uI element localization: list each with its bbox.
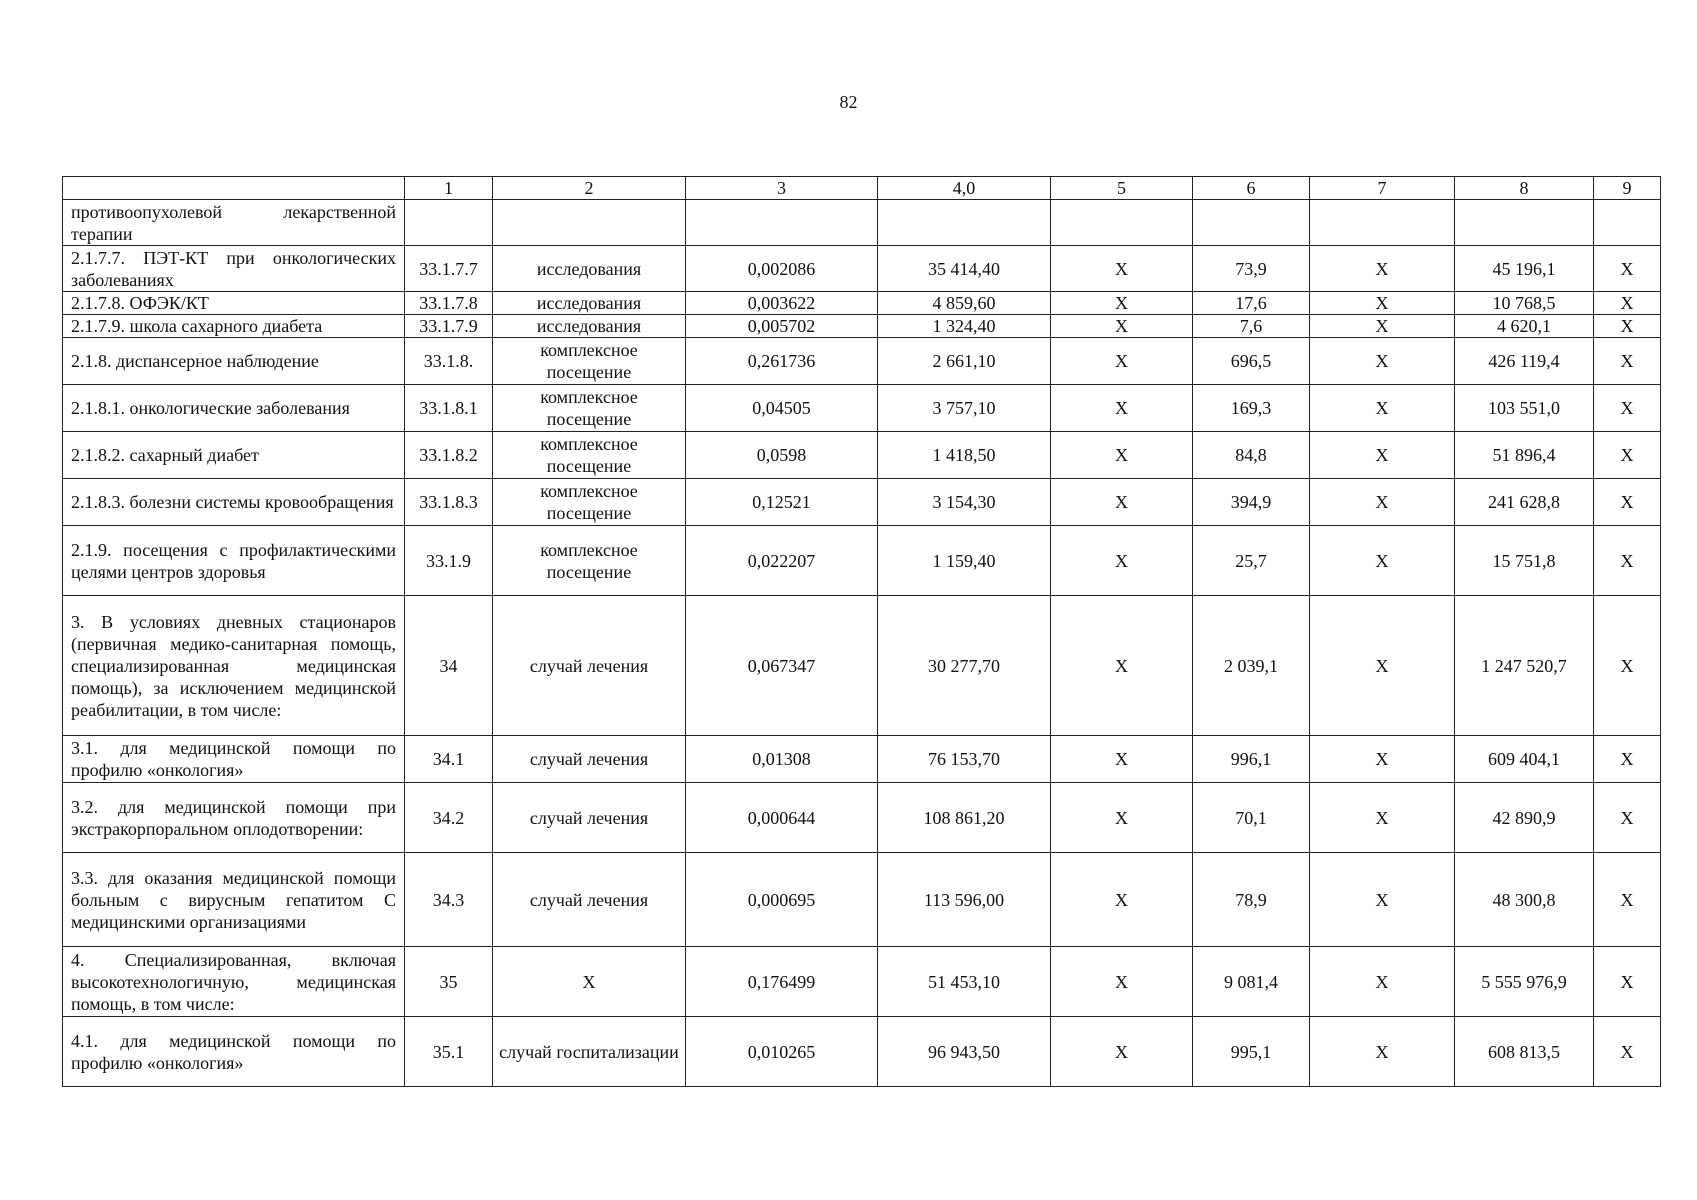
- table-cell: 73,9: [1193, 246, 1310, 292]
- header-cell: 4,0: [878, 177, 1051, 200]
- table-cell: случай лечения: [493, 596, 686, 736]
- table-cell: Х: [1594, 783, 1661, 853]
- table-cell: Х: [1051, 853, 1193, 947]
- table-cell: 1 418,50: [878, 432, 1051, 479]
- header-cell: 9: [1594, 177, 1661, 200]
- table-cell: 78,9: [1193, 853, 1310, 947]
- table-cell: Х: [1310, 1017, 1455, 1087]
- table-cell: [493, 200, 686, 246]
- table-cell: 9 081,4: [1193, 947, 1310, 1017]
- table-cell: Х: [1051, 526, 1193, 596]
- table-row: [63, 246, 1661, 292]
- table-cell: Х: [1310, 596, 1455, 736]
- row-label-cell: 3.2. для медицинской помощи при экстракорпоральном оплодотворении:: [63, 783, 405, 853]
- table-cell: 3 154,30: [878, 479, 1051, 526]
- table-cell: Х: [1594, 292, 1661, 315]
- table-cell: случай лечения: [493, 783, 686, 853]
- row-label-cell: 3.1. для медицинской помощи по профилю «онкология»: [63, 736, 405, 783]
- row-label-cell: 2.1.7.8. ОФЭК/КТ: [63, 292, 405, 315]
- table-cell: [1594, 200, 1661, 246]
- table-cell: 33.1.7.8: [405, 292, 493, 315]
- table-cell: 995,1: [1193, 1017, 1310, 1087]
- table-cell: Х: [1310, 246, 1455, 292]
- table-cell: Х: [1594, 246, 1661, 292]
- table-cell: 0,261736: [686, 338, 878, 385]
- table-cell: 0,04505: [686, 385, 878, 432]
- table-cell: 996,1: [1193, 736, 1310, 783]
- table-cell: 96 943,50: [878, 1017, 1051, 1087]
- table-cell: 0,01308: [686, 736, 878, 783]
- table-cell: 1 247 520,7: [1455, 596, 1594, 736]
- table-cell: случай лечения: [493, 736, 686, 783]
- table-cell: Х: [1051, 385, 1193, 432]
- table-row: [63, 596, 1661, 736]
- row-label-cell: 3. В условиях дневных стационаров (первичная медико-санитарная помощь, специализированная медицинская помощь), за исключением медицинской реабилитации, в том числе:: [63, 596, 405, 736]
- table-cell: комплексное посещение: [493, 385, 686, 432]
- table-cell: Х: [1051, 338, 1193, 385]
- header-cell: 1: [405, 177, 493, 200]
- page-number: 82: [839, 92, 858, 112]
- header-cell: 8: [1455, 177, 1594, 200]
- table-cell: Х: [1594, 947, 1661, 1017]
- header-cell: 5: [1051, 177, 1193, 200]
- table-cell: 103 551,0: [1455, 385, 1594, 432]
- table-cell: 4 620,1: [1455, 315, 1594, 338]
- table-cell: 113 596,00: [878, 853, 1051, 947]
- table-cell: 35.1: [405, 1017, 493, 1087]
- table-cell: Х: [1594, 596, 1661, 736]
- table-cell: Х: [1310, 479, 1455, 526]
- row-label-cell: 4.1. для медицинской помощи по профилю «онкология»: [63, 1017, 405, 1087]
- table-cell: 34.3: [405, 853, 493, 947]
- table-row: [63, 783, 1661, 853]
- table-cell: 4 859,60: [878, 292, 1051, 315]
- table-cell: Х: [1310, 783, 1455, 853]
- table-cell: Х: [1594, 736, 1661, 783]
- table-cell: 84,8: [1193, 432, 1310, 479]
- table-cell: 0,067347: [686, 596, 878, 736]
- table-cell: 76 153,70: [878, 736, 1051, 783]
- table-cell: комплексное посещение: [493, 479, 686, 526]
- table-cell: 45 196,1: [1455, 246, 1594, 292]
- table-cell: 0,12521: [686, 479, 878, 526]
- table-row: [63, 479, 1661, 526]
- table-cell: Х: [1051, 1017, 1193, 1087]
- table-cell: Х: [1051, 315, 1193, 338]
- row-label-cell: 2.1.9. посещения с профилактическими целями центров здоровья: [63, 526, 405, 596]
- table-cell: комплексное посещение: [493, 432, 686, 479]
- table-cell: 1 159,40: [878, 526, 1051, 596]
- table-cell: 2 661,10: [878, 338, 1051, 385]
- table-cell: [878, 200, 1051, 246]
- table-cell: 608 813,5: [1455, 1017, 1594, 1087]
- data-table: [62, 176, 1661, 1087]
- table-cell: [686, 200, 878, 246]
- table-cell: Х: [1310, 853, 1455, 947]
- table-cell: Х: [1051, 246, 1193, 292]
- table-cell: 696,5: [1193, 338, 1310, 385]
- table-cell: Х: [1310, 338, 1455, 385]
- table-row: [63, 853, 1661, 947]
- table-row: [63, 200, 1661, 246]
- table-cell: исследования: [493, 315, 686, 338]
- table-cell: 1 324,40: [878, 315, 1051, 338]
- table-cell: исследования: [493, 246, 686, 292]
- table-row: [63, 315, 1661, 338]
- table-cell: 0,005702: [686, 315, 878, 338]
- table-cell: 34.2: [405, 783, 493, 853]
- table-cell: Х: [1051, 596, 1193, 736]
- table-row: [63, 292, 1661, 315]
- table-cell: 0,022207: [686, 526, 878, 596]
- table-cell: Х: [1051, 947, 1193, 1017]
- table-cell: Х: [1594, 853, 1661, 947]
- table-cell: Х: [1594, 432, 1661, 479]
- table-cell: 108 861,20: [878, 783, 1051, 853]
- header-cell: 3: [686, 177, 878, 200]
- table-cell: Х: [1310, 526, 1455, 596]
- header-cell: 7: [1310, 177, 1455, 200]
- table-cell: Х: [1594, 526, 1661, 596]
- table-row: [63, 432, 1661, 479]
- table-cell: Х: [1051, 736, 1193, 783]
- table-cell: Х: [1051, 432, 1193, 479]
- table-row: [63, 1017, 1661, 1087]
- table-cell: 35 414,40: [878, 246, 1051, 292]
- header-cell: 2: [493, 177, 686, 200]
- table-cell: 33.1.9: [405, 526, 493, 596]
- row-label-cell: 2.1.8. диспансерное наблюдение: [63, 338, 405, 385]
- table-cell: 0,002086: [686, 246, 878, 292]
- table-row: [63, 736, 1661, 783]
- table-cell: Х: [1310, 315, 1455, 338]
- table-cell: Х: [1594, 479, 1661, 526]
- table-cell: Х: [1051, 292, 1193, 315]
- table-cell: Х: [493, 947, 686, 1017]
- table-cell: комплексное посещение: [493, 338, 686, 385]
- table-cell: 33.1.8.2: [405, 432, 493, 479]
- row-label-cell: 2.1.8.2. сахарный диабет: [63, 432, 405, 479]
- table-cell: Х: [1594, 338, 1661, 385]
- table-cell: 51 896,4: [1455, 432, 1594, 479]
- header-cell: [63, 177, 405, 200]
- table-cell: [1193, 200, 1310, 246]
- table-cell: Х: [1051, 783, 1193, 853]
- table-cell: 609 404,1: [1455, 736, 1594, 783]
- table-cell: 33.1.8.: [405, 338, 493, 385]
- table-cell: случай лечения: [493, 853, 686, 947]
- table-cell: 0,010265: [686, 1017, 878, 1087]
- table-cell: 3 757,10: [878, 385, 1051, 432]
- header-cell: 6: [1193, 177, 1310, 200]
- table-cell: 34.1: [405, 736, 493, 783]
- table-cell: 35: [405, 947, 493, 1017]
- table-cell: 33.1.7.9: [405, 315, 493, 338]
- table-cell: 15 751,8: [1455, 526, 1594, 596]
- table-cell: 51 453,10: [878, 947, 1051, 1017]
- table-cell: исследования: [493, 292, 686, 315]
- table-cell: 25,7: [1193, 526, 1310, 596]
- table-cell: 169,3: [1193, 385, 1310, 432]
- table-cell: Х: [1310, 736, 1455, 783]
- table-cell: 0,0598: [686, 432, 878, 479]
- table-cell: 42 890,9: [1455, 783, 1594, 853]
- table-cell: 70,1: [1193, 783, 1310, 853]
- header-row: [63, 177, 1661, 200]
- table-cell: 48 300,8: [1455, 853, 1594, 947]
- row-label-cell: 3.3. для оказания медицинской помощи больным с вирусным гепатитом С медицинскими организациями: [63, 853, 405, 947]
- table-cell: 0,003622: [686, 292, 878, 315]
- table-cell: Х: [1310, 947, 1455, 1017]
- table-cell: Х: [1594, 315, 1661, 338]
- table-cell: Х: [1310, 292, 1455, 315]
- table-cell: Х: [1310, 432, 1455, 479]
- table-row: [63, 526, 1661, 596]
- table-cell: Х: [1051, 479, 1193, 526]
- table-cell: 10 768,5: [1455, 292, 1594, 315]
- table-cell: 33.1.8.1: [405, 385, 493, 432]
- row-label-cell: противоопухолевой лекарственной терапии: [63, 200, 405, 246]
- table-cell: 30 277,70: [878, 596, 1051, 736]
- table-cell: 7,6: [1193, 315, 1310, 338]
- table-cell: 0,000695: [686, 853, 878, 947]
- table-row: [63, 947, 1661, 1017]
- table-cell: [1455, 200, 1594, 246]
- table-cell: [405, 200, 493, 246]
- table-cell: 17,6: [1193, 292, 1310, 315]
- table-cell: Х: [1594, 385, 1661, 432]
- table-cell: 33.1.7.7: [405, 246, 493, 292]
- table-cell: [1310, 200, 1455, 246]
- table-row: [63, 385, 1661, 432]
- table-cell: 5 555 976,9: [1455, 947, 1594, 1017]
- table-cell: 33.1.8.3: [405, 479, 493, 526]
- table-cell: комплексное посещение: [493, 526, 686, 596]
- table-cell: 241 628,8: [1455, 479, 1594, 526]
- table-cell: 426 119,4: [1455, 338, 1594, 385]
- table-cell: 0,000644: [686, 783, 878, 853]
- row-label-cell: 2.1.8.1. онкологические заболевания: [63, 385, 405, 432]
- table-cell: 2 039,1: [1193, 596, 1310, 736]
- row-label-cell: 2.1.7.9. школа сахарного диабета: [63, 315, 405, 338]
- table-cell: 0,176499: [686, 947, 878, 1017]
- table-cell: случай госпитализации: [493, 1017, 686, 1087]
- table-cell: [1051, 200, 1193, 246]
- row-label-cell: 2.1.8.3. болезни системы кровообращения: [63, 479, 405, 526]
- table-cell: 34: [405, 596, 493, 736]
- table-cell: 394,9: [1193, 479, 1310, 526]
- table-row: [63, 338, 1661, 385]
- table-cell: Х: [1594, 1017, 1661, 1087]
- table-cell: Х: [1310, 385, 1455, 432]
- row-label-cell: 4. Специализированная, включая высокотехнологичную, медицинская помощь, в том числе:: [63, 947, 405, 1017]
- row-label-cell: 2.1.7.7. ПЭТ-КТ при онкологических заболеваниях: [63, 246, 405, 292]
